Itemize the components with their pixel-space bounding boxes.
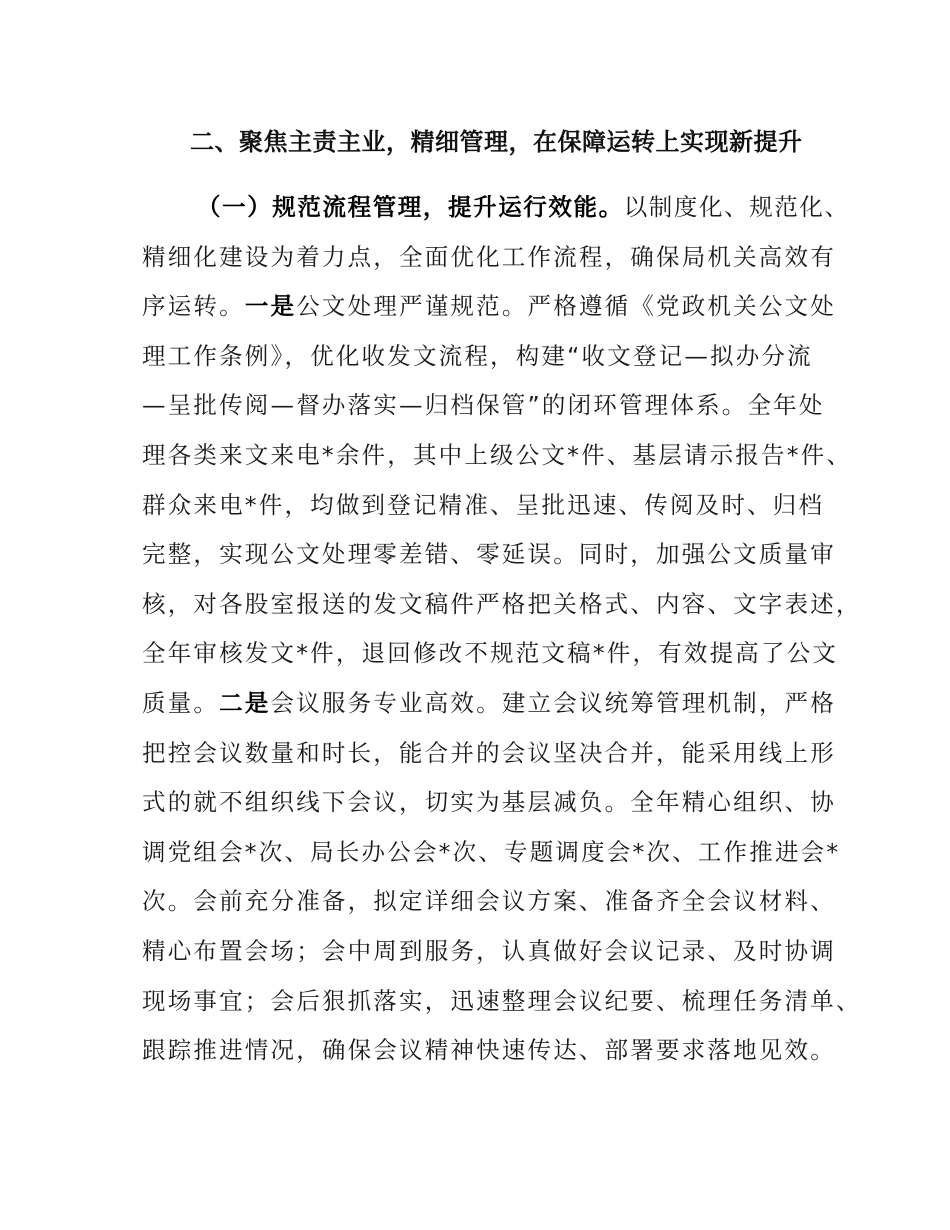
line-text: 会议服务专业高效。建立会议统筹管理机制，严格	[270, 688, 836, 717]
section-heading: 二、聚焦主责主业，精细管理，在保障运转上实现新提升	[190, 128, 803, 156]
item-marker-two: 二是	[219, 688, 271, 717]
paragraph-line: 现场事宜；会后狠抓落实，迅速整理会议纪要、梳理任务清单、	[142, 986, 862, 1015]
line-text: 质量。	[142, 688, 220, 717]
paragraph-line: 调党组会*次、局长办公会*次、专题调度会*次、工作推进会*	[142, 837, 841, 866]
paragraph-line: 精心布置会场；会中周到服务，认真做好会议记录、及时协调	[142, 936, 836, 965]
paragraph-line: 群众来电*件，均做到登记精准、呈批迅速、传阅及时、归档	[142, 490, 825, 519]
paragraph-line: 完整，实现公文处理零差错、零延误。同时，加强公文质量审	[142, 540, 836, 569]
paragraph-line	[142, 679, 836, 729]
paragraph-line: 式的就不组织线下会议，切实为基层减负。全年精心组织、协	[142, 788, 836, 817]
paragraph-line: 把控会议数量和时长，能合并的会议坚决合并，能采用线上形	[142, 738, 836, 767]
paragraph-line: 全年审核发文*件，退回修改不规范文稿*件，有效提高了公文	[142, 639, 839, 668]
paragraph-line: 跟踪推进情况，确保会议精神快速传达、部署要求落地见效。	[142, 1036, 836, 1065]
line-text: 序运转。	[142, 292, 245, 321]
body-paragraph	[142, 183, 862, 1076]
item-marker-one: 一是	[244, 292, 297, 321]
paragraph-line: 次。会前充分准备，拟定详细会议方案、准备齐全会议材料、	[142, 887, 836, 916]
paragraph-line	[142, 282, 836, 332]
subsection-lead: 以制度化、规范化、	[623, 193, 850, 221]
paragraph-line: 精细化建设为着力点，全面优化工作流程，确保局机关高效有	[142, 242, 836, 271]
paragraph-line	[142, 183, 850, 233]
paragraph-line: 理工作条例》，优化收发文流程，构建“收文登记—拟办分流	[142, 341, 813, 370]
paragraph-line: —呈批传阅—督办落实—归档保管”的闭环管理体系。全年处	[142, 391, 825, 420]
subsection-title: （一）规范流程管理，提升运行效能。	[197, 193, 624, 221]
paragraph-line: 核，对各股室报送的发文稿件严格把关格式、内容、文字表述，	[142, 589, 862, 618]
paragraph-line: 理各类来文来电*余件，其中上级公文*件、基层请示报告*件、	[142, 440, 853, 469]
line-text: 公文处理严谨规范。严格遵循《党政机关公文处	[296, 292, 836, 321]
